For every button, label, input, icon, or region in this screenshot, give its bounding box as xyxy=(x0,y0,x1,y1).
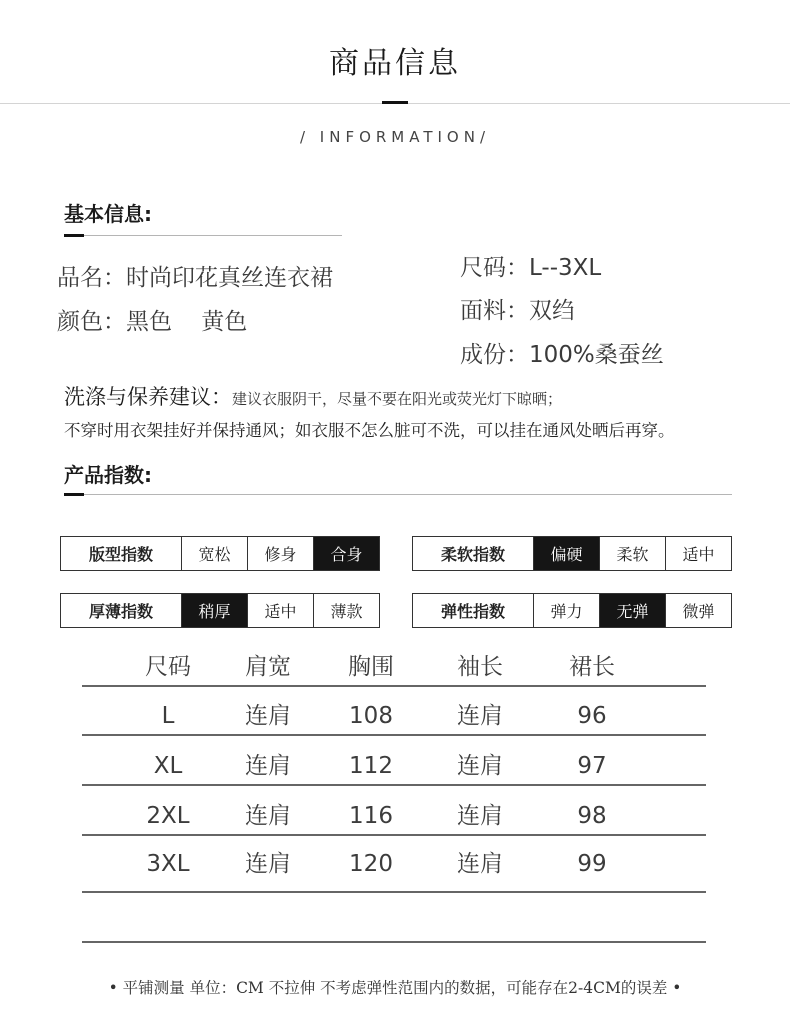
table-rule xyxy=(82,685,706,687)
header-sleeve: 袖长 xyxy=(457,654,503,680)
table-row xyxy=(82,742,706,790)
product-size: 尺码：L--3XL xyxy=(460,255,602,281)
fit-option-loose: 宽松 xyxy=(182,537,248,570)
page-title: 商品信息 xyxy=(329,46,461,81)
elasticity-index xyxy=(412,593,732,628)
fit-index xyxy=(60,536,380,571)
basic-info-dash xyxy=(64,234,84,237)
care-text-1: 建议衣服阴干，尽量不要在阳光或荧光灯下晾晒； xyxy=(232,390,563,408)
care-line-1 xyxy=(64,381,562,411)
cell-shoulder: 连肩 xyxy=(245,851,291,877)
cell-shoulder: 连肩 xyxy=(245,803,291,829)
cell-length: 97 xyxy=(577,753,607,779)
cell-sleeve: 连肩 xyxy=(457,851,503,877)
info-subtitle: / INFORMATION/ xyxy=(299,128,491,146)
softness-index xyxy=(412,536,732,571)
table-row xyxy=(82,840,706,888)
product-composition: 成份：100%桑蚕丝 xyxy=(460,342,664,368)
cell-sleeve: 连肩 xyxy=(457,803,503,829)
table-rule xyxy=(82,784,706,786)
cell-sleeve: 连肩 xyxy=(457,703,503,729)
table-rule xyxy=(82,734,706,736)
thickness-index-label: 厚薄指数 xyxy=(61,594,182,627)
cell-sleeve: 连肩 xyxy=(457,753,503,779)
care-text-2: 不穿时用衣架挂好并保持通风；如衣服不怎么脏可不洗，可以挂在通风处晒后再穿。 xyxy=(64,421,675,440)
cell-length: 96 xyxy=(577,703,607,729)
header-size: 尺码 xyxy=(145,654,191,680)
softness-index-label: 柔软指数 xyxy=(413,537,534,570)
basic-info-rule xyxy=(64,235,342,236)
elasticity-option-none: 无弹 xyxy=(600,594,666,627)
cell-shoulder: 连肩 xyxy=(245,703,291,729)
indices-heading: 产品指数: xyxy=(64,463,152,487)
softness-option-stiff: 偏硬 xyxy=(534,537,600,570)
basic-info-heading: 基本信息: xyxy=(64,202,152,226)
indices-dash xyxy=(64,493,84,496)
elasticity-option-slight: 微弹 xyxy=(682,602,715,621)
header-shoulder: 肩宽 xyxy=(245,654,291,680)
thickness-index xyxy=(60,593,380,628)
cell-bust: 116 xyxy=(349,803,393,829)
thickness-option-thicker: 稍厚 xyxy=(182,594,248,627)
cell-size: L xyxy=(161,703,175,729)
elasticity-option-stretch: 弹力 xyxy=(534,594,600,627)
product-color: 颜色：黑色 黄色 xyxy=(57,309,248,335)
cell-bust: 108 xyxy=(349,703,393,729)
table-rule xyxy=(82,941,706,943)
product-fabric: 面料：双绉 xyxy=(460,298,575,324)
table-row xyxy=(82,792,706,840)
header-accent-dash xyxy=(382,101,408,104)
fit-option-regular: 合身 xyxy=(314,537,379,570)
cell-bust: 112 xyxy=(349,753,393,779)
cell-size: 3XL xyxy=(146,851,190,877)
cell-size: XL xyxy=(153,753,183,779)
cell-length: 98 xyxy=(577,803,607,829)
indices-rule xyxy=(64,494,732,495)
table-rule xyxy=(82,834,706,836)
elasticity-index-label: 弹性指数 xyxy=(413,594,534,627)
care-heading: 洗涤与保养建议： xyxy=(64,385,232,409)
cell-length: 99 xyxy=(577,851,607,877)
table-rule xyxy=(82,891,706,893)
product-name: 品名：时尚印花真丝连衣裙 xyxy=(57,265,333,291)
cell-size: 2XL xyxy=(146,803,190,829)
softness-option-soft: 柔软 xyxy=(600,537,666,570)
measurement-note: • 平铺测量 单位：CM 不拉伸 不考虑弹性范围内的数据，可能存在2-4CM的误差 • xyxy=(108,979,682,997)
thickness-option-thin: 薄款 xyxy=(330,602,363,621)
fit-option-slim: 修身 xyxy=(248,537,314,570)
softness-option-medium: 适中 xyxy=(682,545,715,564)
thickness-option-medium: 适中 xyxy=(248,594,314,627)
table-row xyxy=(82,692,706,740)
header-length: 裙长 xyxy=(569,654,615,680)
cell-bust: 120 xyxy=(349,851,393,877)
fit-index-label: 版型指数 xyxy=(61,537,182,570)
size-table-header xyxy=(82,643,706,691)
header-bust: 胸围 xyxy=(348,654,394,680)
cell-shoulder: 连肩 xyxy=(245,753,291,779)
